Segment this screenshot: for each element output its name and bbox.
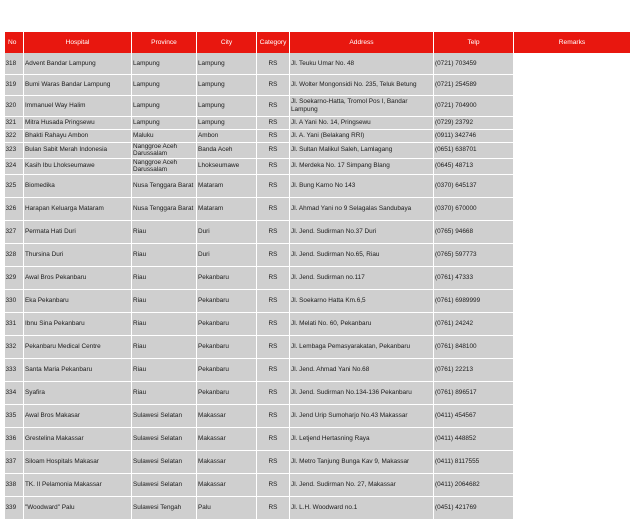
col-header-hospital: Hospital	[24, 32, 132, 53]
cell-province: Riau	[132, 335, 197, 358]
cell-category: RS	[257, 95, 290, 116]
cell-address: Jl. Jend. Sudirman No. 27, Makassar	[290, 473, 434, 496]
cell-no: 323	[5, 142, 24, 158]
cell-city: Lampung	[197, 116, 257, 129]
cell-no: 333	[5, 358, 24, 381]
cell-telp: (0411) 448852	[434, 427, 514, 450]
cell-city: Ambon	[197, 129, 257, 142]
cell-hospital: Eka Pekanbaru	[24, 289, 132, 312]
cell-telp: (0761) 848100	[434, 335, 514, 358]
cell-telp: (0370) 645137	[434, 174, 514, 197]
cell-telp: (0651) 638701	[434, 142, 514, 158]
cell-province: Sulawesi Selatan	[132, 473, 197, 496]
col-header-province: Province	[132, 32, 197, 53]
cell-remarks	[514, 358, 631, 381]
cell-province: Sulawesi Selatan	[132, 450, 197, 473]
cell-address: Jl. Metro Tanjung Bunga Kav 9, Makassar	[290, 450, 434, 473]
header-row	[5, 32, 631, 53]
cell-category: RS	[257, 174, 290, 197]
cell-address: Jl. A Yani No. 14, Pringsewu	[290, 116, 434, 129]
cell-hospital: TK. II Pelamonia Makassar	[24, 473, 132, 496]
cell-city: Lampung	[197, 95, 257, 116]
cell-category: RS	[257, 404, 290, 427]
hospital-table	[4, 32, 631, 520]
cell-telp: (0761) 24242	[434, 312, 514, 335]
cell-hospital: Immanuel Way Halim	[24, 95, 132, 116]
cell-city: Mataram	[197, 197, 257, 220]
cell-remarks	[514, 220, 631, 243]
table-row	[5, 266, 631, 289]
cell-category: RS	[257, 129, 290, 142]
col-header-city: City	[197, 32, 257, 53]
cell-telp: (0721) 704900	[434, 95, 514, 116]
cell-category: RS	[257, 427, 290, 450]
cell-hospital: Kasih Ibu Lhokseumawe	[24, 158, 132, 174]
cell-hospital: Syafira	[24, 381, 132, 404]
cell-address: Jl. Ahmad Yani no 9 Selagalas Sandubaya	[290, 197, 434, 220]
cell-hospital: Awal Bros Makasar	[24, 404, 132, 427]
cell-remarks	[514, 95, 631, 116]
cell-city: Pekanbaru	[197, 289, 257, 312]
cell-hospital: Biomedika	[24, 174, 132, 197]
cell-province: Riau	[132, 266, 197, 289]
cell-telp: (0451) 421769	[434, 496, 514, 519]
cell-remarks	[514, 427, 631, 450]
cell-category: RS	[257, 53, 290, 74]
cell-province: Sulawesi Selatan	[132, 427, 197, 450]
cell-address: Jl. Letjend Hertasning Raya	[290, 427, 434, 450]
cell-province: Lampung	[132, 53, 197, 74]
table-row	[5, 53, 631, 74]
cell-hospital: Bhakti Rahayu Ambon	[24, 129, 132, 142]
cell-city: Pekanbaru	[197, 266, 257, 289]
cell-no: 337	[5, 450, 24, 473]
cell-category: RS	[257, 496, 290, 519]
cell-telp: (0765) 94668	[434, 220, 514, 243]
cell-city: Lampung	[197, 74, 257, 95]
cell-address: Jl. L.H. Woodward no.1	[290, 496, 434, 519]
table-row	[5, 404, 631, 427]
cell-remarks	[514, 266, 631, 289]
cell-category: RS	[257, 473, 290, 496]
cell-address: Jl. Jend. Sudirman no.117	[290, 266, 434, 289]
cell-address: Jl. Jend. Sudirman No.65, Riau	[290, 243, 434, 266]
cell-remarks	[514, 312, 631, 335]
cell-no: 319	[5, 74, 24, 95]
cell-no: 332	[5, 335, 24, 358]
cell-province: Maluku	[132, 129, 197, 142]
table-row	[5, 335, 631, 358]
cell-remarks	[514, 129, 631, 142]
table-row	[5, 116, 631, 129]
cell-remarks	[514, 74, 631, 95]
cell-category: RS	[257, 450, 290, 473]
cell-address: Jl. Lembaga Pemasyarakatan, Pekanbaru	[290, 335, 434, 358]
cell-city: Makassar	[197, 450, 257, 473]
cell-city: Duri	[197, 243, 257, 266]
cell-no: 338	[5, 473, 24, 496]
cell-remarks	[514, 450, 631, 473]
cell-remarks	[514, 404, 631, 427]
cell-category: RS	[257, 220, 290, 243]
table-row	[5, 312, 631, 335]
cell-remarks	[514, 174, 631, 197]
cell-telp: (0370) 670000	[434, 197, 514, 220]
cell-no: 325	[5, 174, 24, 197]
cell-hospital: Thursina Duri	[24, 243, 132, 266]
cell-category: RS	[257, 197, 290, 220]
cell-hospital: "Woodward" Palu	[24, 496, 132, 519]
cell-no: 320	[5, 95, 24, 116]
cell-telp: (0411) 454567	[434, 404, 514, 427]
table-row	[5, 243, 631, 266]
cell-address: Jl. Soekarno Hatta Km.6,5	[290, 289, 434, 312]
table-row	[5, 496, 631, 519]
cell-province: Lampung	[132, 116, 197, 129]
cell-no: 318	[5, 53, 24, 74]
table-body	[5, 53, 631, 519]
cell-remarks	[514, 289, 631, 312]
cell-category: RS	[257, 358, 290, 381]
cell-city: Pekanbaru	[197, 381, 257, 404]
cell-province: Riau	[132, 220, 197, 243]
cell-no: 328	[5, 243, 24, 266]
cell-telp: (0411) 8117555	[434, 450, 514, 473]
cell-telp: (0721) 254589	[434, 74, 514, 95]
table-row	[5, 381, 631, 404]
cell-city: Makassar	[197, 473, 257, 496]
cell-province: Riau	[132, 312, 197, 335]
cell-category: RS	[257, 142, 290, 158]
cell-remarks	[514, 158, 631, 174]
cell-address: Jl. Teuku Umar No. 48	[290, 53, 434, 74]
table-row	[5, 197, 631, 220]
cell-telp: (0761) 896517	[434, 381, 514, 404]
cell-remarks	[514, 116, 631, 129]
cell-hospital: Siloam Hospitals Makasar	[24, 450, 132, 473]
table-row	[5, 129, 631, 142]
table-row	[5, 220, 631, 243]
cell-province: Nanggroe Aceh Darussalam	[132, 158, 197, 174]
cell-hospital: Grestelina Makassar	[24, 427, 132, 450]
cell-province: Lampung	[132, 95, 197, 116]
col-header-no: No	[5, 32, 24, 53]
cell-no: 327	[5, 220, 24, 243]
cell-remarks	[514, 53, 631, 74]
cell-telp: (0761) 22213	[434, 358, 514, 381]
cell-address: Jl. Wolter Mongonsidi No. 235, Teluk Betung	[290, 74, 434, 95]
cell-no: 339	[5, 496, 24, 519]
cell-no: 329	[5, 266, 24, 289]
cell-province: Lampung	[132, 74, 197, 95]
col-header-address: Address	[290, 32, 434, 53]
cell-remarks	[514, 496, 631, 519]
cell-telp: (0645) 48713	[434, 158, 514, 174]
table-row	[5, 427, 631, 450]
cell-province: Nanggroe Aceh Darussalam	[132, 142, 197, 158]
cell-remarks	[514, 243, 631, 266]
cell-province: Riau	[132, 381, 197, 404]
table-row	[5, 158, 631, 174]
cell-province: Sulawesi Selatan	[132, 404, 197, 427]
cell-province: Riau	[132, 358, 197, 381]
cell-remarks	[514, 197, 631, 220]
cell-city: Palu	[197, 496, 257, 519]
table-row	[5, 142, 631, 158]
cell-category: RS	[257, 74, 290, 95]
col-header-category: Category	[257, 32, 290, 53]
cell-province: Riau	[132, 243, 197, 266]
cell-address: Jl. Jend. Sudirman No.134-136 Pekanbaru	[290, 381, 434, 404]
cell-no: 322	[5, 129, 24, 142]
cell-city: Pekanbaru	[197, 358, 257, 381]
cell-no: 334	[5, 381, 24, 404]
cell-city: Mataram	[197, 174, 257, 197]
cell-category: RS	[257, 289, 290, 312]
cell-category: RS	[257, 381, 290, 404]
cell-address: Jl. Soekarno-Hatta, Tromol Pos I, Bandar Lampung	[290, 95, 434, 116]
cell-city: Pekanbaru	[197, 312, 257, 335]
cell-hospital: Pekanbaru Medical Centre	[24, 335, 132, 358]
table-row	[5, 95, 631, 116]
cell-city: Duri	[197, 220, 257, 243]
cell-province: Nusa Tenggara Barat	[132, 174, 197, 197]
col-header-remarks: Remarks	[514, 32, 631, 53]
cell-hospital: Permata Hati Duri	[24, 220, 132, 243]
cell-telp: (0721) 703459	[434, 53, 514, 74]
cell-hospital: Awal Bros Pekanbaru	[24, 266, 132, 289]
cell-telp: (0761) 47333	[434, 266, 514, 289]
cell-address: Jl. Merdeka No. 17 Simpang Blang	[290, 158, 434, 174]
cell-remarks	[514, 142, 631, 158]
cell-hospital: Bulan Sabit Merah Indonesia	[24, 142, 132, 158]
cell-remarks	[514, 335, 631, 358]
cell-hospital: Advent Bandar Lampung	[24, 53, 132, 74]
cell-no: 336	[5, 427, 24, 450]
cell-hospital: Mitra Husada Pringsewu	[24, 116, 132, 129]
cell-city: Makassar	[197, 404, 257, 427]
cell-city: Banda Aceh	[197, 142, 257, 158]
cell-hospital: Santa Maria Pekanbaru	[24, 358, 132, 381]
cell-hospital: Harapan Keluarga Mataram	[24, 197, 132, 220]
cell-category: RS	[257, 116, 290, 129]
cell-no: 326	[5, 197, 24, 220]
table-row	[5, 450, 631, 473]
cell-city: Makassar	[197, 427, 257, 450]
cell-remarks	[514, 381, 631, 404]
cell-telp: (0765) 597773	[434, 243, 514, 266]
cell-province: Riau	[132, 289, 197, 312]
cell-category: RS	[257, 158, 290, 174]
cell-no: 331	[5, 312, 24, 335]
cell-city: Lhokseumawe	[197, 158, 257, 174]
cell-telp: (0411) 2064682	[434, 473, 514, 496]
cell-category: RS	[257, 243, 290, 266]
cell-telp: (0911) 342746	[434, 129, 514, 142]
table-row	[5, 74, 631, 95]
cell-no: 321	[5, 116, 24, 129]
cell-province: Nusa Tenggara Barat	[132, 197, 197, 220]
cell-address: Jl. Sultan Malikul Saleh, Lamlagang	[290, 142, 434, 158]
table-row	[5, 289, 631, 312]
col-header-telp: Telp	[434, 32, 514, 53]
cell-telp: (0761) 6989999	[434, 289, 514, 312]
cell-address: Jl. Jend. Sudirman No.37 Duri	[290, 220, 434, 243]
cell-no: 335	[5, 404, 24, 427]
cell-no: 324	[5, 158, 24, 174]
cell-city: Lampung	[197, 53, 257, 74]
cell-category: RS	[257, 312, 290, 335]
cell-address: Jl. Jend Urip Sumoharjo No.43 Makassar	[290, 404, 434, 427]
cell-address: Jl. A. Yani (Belakang RRI)	[290, 129, 434, 142]
cell-address: Jl. Bung Karno No 143	[290, 174, 434, 197]
cell-city: Pekanbaru	[197, 335, 257, 358]
cell-telp: (0729) 23792	[434, 116, 514, 129]
table-row	[5, 358, 631, 381]
cell-hospital: Ibnu Sina Pekanbaru	[24, 312, 132, 335]
cell-hospital: Bumi Waras Bandar Lampung	[24, 74, 132, 95]
cell-category: RS	[257, 266, 290, 289]
cell-no: 330	[5, 289, 24, 312]
cell-address: Jl. Melati No. 60, Pekanbaru	[290, 312, 434, 335]
cell-category: RS	[257, 335, 290, 358]
table-row	[5, 174, 631, 197]
cell-province: Sulawesi Tengah	[132, 496, 197, 519]
cell-address: Jl. Jend. Ahmad Yani No.68	[290, 358, 434, 381]
